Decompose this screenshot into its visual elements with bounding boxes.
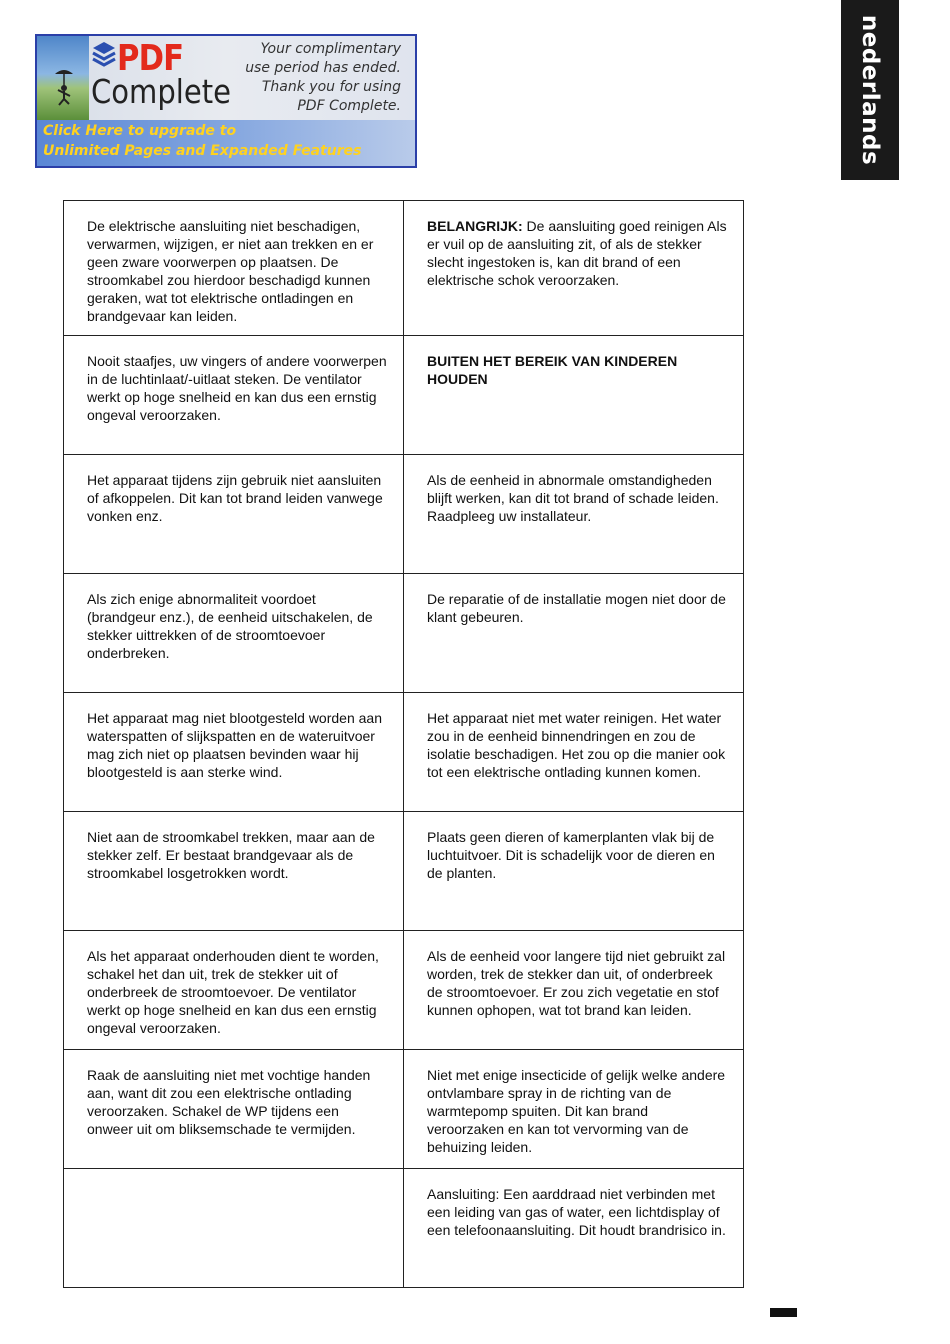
instruction-text: Niet met enige insecticide of gelijk welke andere ontvlambare spray in de richting van de warmtepomp spuiten. Dit kan brand veroorzaken en kan tot vervorming van de behuizing leiden. [427, 1067, 726, 1155]
instruction-text: De aansluiting goed reinigen Als er vuil op de aansluiting zit, of als de stekker slecht ingestoken is, kan dit brand of een elektrische schok veroorzaken. [427, 218, 727, 288]
instruction-text: Als de eenheid voor langere tijd niet gebruikt zal worden, trek de stekker dan uit, of onderbreek de stroomtoevoer. Er zou zich vegetatie en stof kunnen ophopen, wat tot brand kan leiden. [427, 948, 726, 1018]
notice-line: PDF Complete. [297, 98, 401, 114]
umbrella-figure-icon [53, 66, 75, 106]
table-row [64, 574, 744, 693]
notice-line: use period has ended. [245, 60, 401, 76]
page-marker [770, 1308, 797, 1317]
instruction-cell-left [64, 812, 404, 931]
instruction-text: Het apparaat tijdens zijn gebruik niet aansluiten of afkoppelen. Dit kan tot brand leiden vanwege vonken enz. [87, 472, 383, 524]
language-tab [841, 0, 899, 180]
upgrade-banner[interactable] [35, 34, 417, 168]
instruction-emphasis: BELANGRIJK: [427, 218, 523, 234]
instruction-cell-right [404, 931, 744, 1050]
banner-photo [37, 36, 89, 120]
instruction-text: Nooit staafjes, uw vingers of andere voorwerpen in de luchtinlaat/-uitlaat steken. De ventilator werkt op hoge snelheid en kan dus een ernstig ongeval veroorzaken. [87, 353, 387, 423]
instruction-cell-right [404, 336, 744, 455]
instruction-cell-left [64, 1169, 404, 1288]
instruction-text: Als het apparaat onderhouden dient te worden, schakel het dan uit, trek de stekker uit of onderbreek de stroomtoevoer. De ventilator werkt op hoge snelheid en kan dus een ernstig ongeval veroorzaken. [87, 948, 379, 1036]
upgrade-line-1[interactable]: Click Here to upgrade to [43, 123, 237, 139]
safety-instructions-table [63, 200, 744, 1288]
instruction-cell-right [404, 693, 744, 812]
instruction-text: Plaats geen dieren of kamerplanten vlak bij de luchtuitvoer. Dit is schadelijk voor de dieren en de planten. [427, 829, 715, 881]
instruction-cell-left [64, 931, 404, 1050]
instruction-text: Het apparaat niet met water reinigen. Het water zou in de eenheid binnendringen en zou de isolatie beschadigen. Het zou op die manier ook tot een elektrische ontlading kunnen komen. [427, 710, 726, 780]
table-row [64, 931, 744, 1050]
language-label: nederlands [857, 14, 883, 166]
notice-line: Your complimentary [260, 41, 401, 57]
table-row [64, 812, 744, 931]
instruction-cell-left [64, 336, 404, 455]
instruction-cell-right [404, 574, 744, 693]
upgrade-link[interactable] [37, 120, 415, 168]
table-row [64, 1169, 744, 1288]
instruction-cell-right [404, 812, 744, 931]
instruction-text: Raak de aansluiting niet met vochtige handen aan, want dit zou een elektrische ontlading veroorzaken. Schakel de WP tijdens een onweer uit om bliksemschade te vermijden. [87, 1067, 371, 1137]
instruction-emphasis: BUITEN HET BEREIK VAN KINDEREN HOUDEN [427, 353, 678, 387]
instruction-cell-left [64, 1050, 404, 1169]
instruction-cell-left [64, 201, 404, 336]
trial-notice [231, 40, 401, 116]
logo-pdf: PDF [117, 38, 184, 79]
instruction-text: Als zich enige abnormaliteit voordoet (brandgeur enz.), de eenheid uitschakelen, de stekker uittrekken of de stroomtoevoer onderbreken. [87, 591, 373, 661]
table-row [64, 336, 744, 455]
instruction-text: Het apparaat mag niet blootgesteld worden aan waterspatten of slijkspatten en de wateruitvoer mag zich niet op plaatsen bevinden waar hij blootgesteld is aan sterke wind. [87, 710, 382, 780]
instruction-cell-left [64, 455, 404, 574]
logo-complete: Complete [91, 72, 231, 111]
instruction-cell-right [404, 1050, 744, 1169]
instruction-cell-left [64, 693, 404, 812]
instruction-text: Niet aan de stroomkabel trekken, maar aan de stekker zelf. Er bestaat brandgevaar als de stroomkabel losgetrokken wordt. [87, 829, 375, 881]
instruction-text: De elektrische aansluiting niet beschadigen, verwarmen, wijzigen, er niet aan trekken en er geen zware voorwerpen op plaatsen. De stroomkabel zou hierdoor beschadigd kunnen geraken, wat tot elektrische ontladingen en brandgevaar kan leiden. [87, 218, 374, 324]
instruction-cell-right [404, 201, 744, 336]
table-row [64, 1050, 744, 1169]
table-row [64, 455, 744, 574]
instruction-text: De reparatie of de installatie mogen niet door de klant gebeuren. [427, 591, 726, 625]
table-row [64, 693, 744, 812]
instruction-text: Als de eenheid in abnormale omstandigheden blijft werken, kan dit tot brand of schade leiden. Raadpleeg uw installateur. [427, 472, 719, 524]
table-row [64, 201, 744, 336]
notice-line: Thank you for using [261, 79, 401, 95]
upgrade-line-2[interactable]: Unlimited Pages and Expanded Features [43, 143, 362, 159]
instruction-cell-right [404, 455, 744, 574]
instruction-text: Aansluiting: Een aarddraad niet verbinden met een leiding van gas of water, een lichtdisplay of een telefoonaansluiting. Dit houdt brandrisico in. [427, 1186, 726, 1238]
instruction-cell-left [64, 574, 404, 693]
instruction-cell-right [404, 1169, 744, 1288]
layers-icon [91, 40, 117, 70]
